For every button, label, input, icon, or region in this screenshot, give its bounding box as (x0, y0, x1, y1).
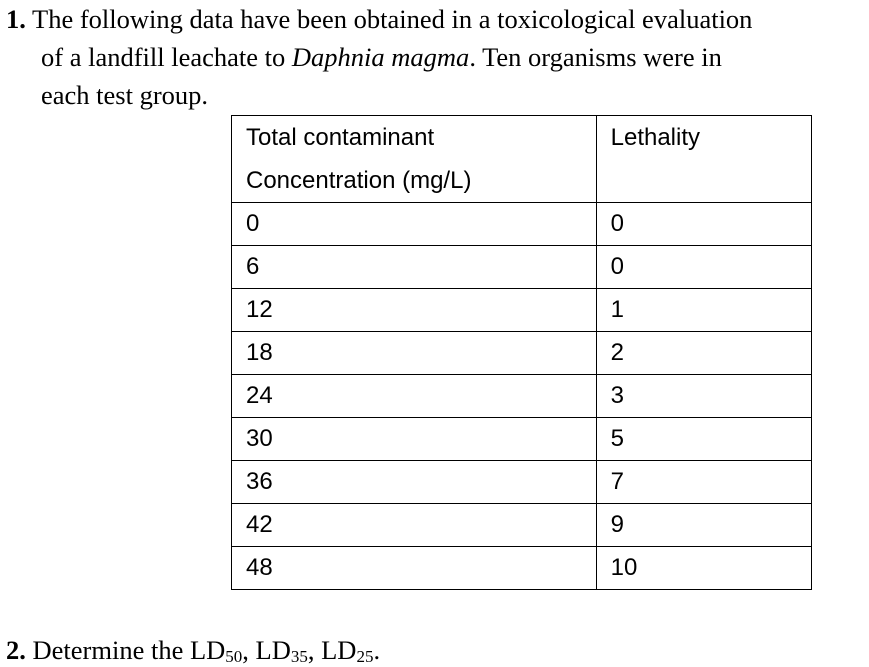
separator-1: , (242, 635, 256, 665)
table-row (232, 246, 812, 289)
lethality-cell: 10 (596, 547, 811, 590)
concentration-cell: 0 (232, 203, 597, 246)
ld-subscript-25: 25 (356, 647, 374, 666)
lethality-cell: 2 (596, 332, 811, 375)
question-1-number: 1. (6, 4, 26, 34)
lethality-cell: 3 (596, 375, 811, 418)
separator-2: , (307, 635, 322, 665)
table-row (232, 504, 812, 547)
question-1-line-2 (6, 38, 866, 76)
header-concentration-line-1: Total contaminant (246, 124, 435, 151)
table-row (232, 203, 812, 246)
concentration-cell: 18 (232, 332, 597, 375)
data-table (231, 115, 812, 590)
question-1-text-line-1: The following data have been obtained in a toxicological evaluation (32, 4, 753, 34)
question-2-end: . (373, 635, 381, 665)
header-lethality: Lethality (596, 116, 811, 203)
lethality-cell: 5 (596, 418, 811, 461)
question-2-number: 2. (6, 635, 26, 665)
ld-subscript-50: 50 (225, 647, 243, 666)
concentration-cell: 24 (232, 375, 597, 418)
ld-prefix-1: LD (189, 635, 226, 665)
concentration-cell: 12 (232, 289, 597, 332)
question-2-text: Determine the (32, 635, 190, 665)
concentration-cell: 6 (232, 246, 597, 289)
lethality-cell: 0 (596, 246, 811, 289)
question-1-line-1 (6, 0, 866, 38)
ld-subscript-35: 35 (290, 647, 308, 666)
ld-prefix-3: LD (321, 635, 357, 665)
table-row (232, 418, 812, 461)
concentration-cell: 42 (232, 504, 597, 547)
table-row (232, 547, 812, 590)
table-row (232, 289, 812, 332)
table-row (232, 332, 812, 375)
concentration-cell: 48 (232, 547, 597, 590)
question-1-text-line-2-pre: of a landfill leachate to (41, 42, 292, 72)
lethality-cell: 9 (596, 504, 811, 547)
header-concentration (232, 116, 597, 203)
question-1-text-line-2-post: . Ten organisms were in (469, 42, 722, 72)
species-name: Daphnia magma (291, 42, 470, 72)
lethality-cell: 7 (596, 461, 811, 504)
table-header-row (232, 116, 812, 203)
question-1-text-line-3: each test group. (41, 80, 209, 110)
table-body (232, 203, 812, 590)
table-row (232, 375, 812, 418)
concentration-cell: 30 (232, 418, 597, 461)
table-row (232, 461, 812, 504)
lethality-cell: 1 (596, 289, 811, 332)
question-1-line-3 (6, 76, 866, 114)
concentration-cell: 36 (232, 461, 597, 504)
question-2 (6, 633, 380, 667)
ld-prefix-2: LD (255, 635, 291, 665)
question-1 (6, 0, 866, 114)
lethality-cell: 0 (596, 203, 811, 246)
header-concentration-line-2: Concentration (mg/L) (246, 167, 472, 194)
